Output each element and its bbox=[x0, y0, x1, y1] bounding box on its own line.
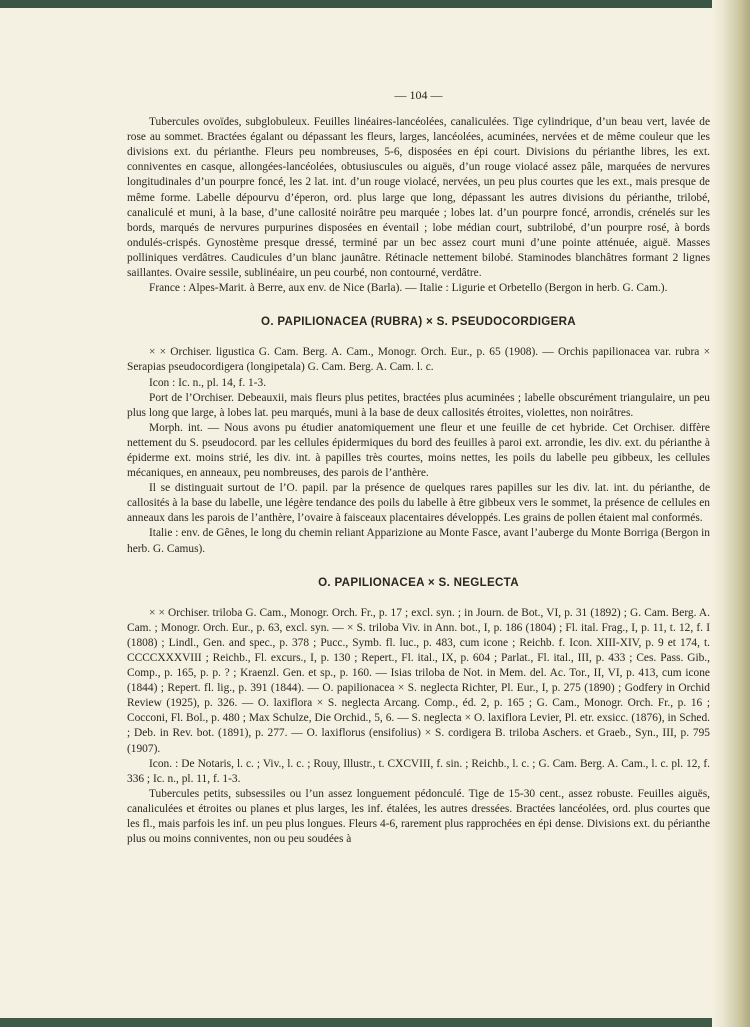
synonymy-paragraph: × × Orchiser. ligustica G. Cam. Berg. A. Cam., Monogr. Orch. Eur., p. 65 (1908). — Orchis papilionacea var. rubra × Serapias pseudocordigera (longipetala) G. Cam. Berg. A. Cam. l. c. bbox=[127, 346, 710, 374]
book-page bbox=[0, 8, 728, 1018]
distribution-paragraph: France : Alpes-Marit. à Berre, aux env. de Nice (Barla). — Italie : Ligurie et Orbetello (Bergon in herb. G. Cam.). bbox=[149, 282, 668, 295]
section-heading-rubra-pseudocordigera: O. PAPILIONACEA (RUBRA) × S. PSEUDOCORDIGERA bbox=[261, 315, 576, 329]
synonymy-paragraph: × × Orchiser. triloba G. Cam., Monogr. Orch. Fr., p. 17 ; excl. syn. ; in Journ. de Bot., VI, p. 31 (1892) ; G. Cam. Berg. A. Cam. ; Monogr. Orch. Eur., p. 63, excl. syn. — × S. triloba Viv. in Ann. bot., I, p. 186 (1804) ; Fl. ital. Frag., I, p. 11, t. 12, f. I (1808) ; Lindl., Gen. and spec., p. 378 ; Pucc., Symb. fl. luc., p. 483, cum icone ; Reichb. f. Icon. XIII-XIV, p. 9 et 174, t. CCCCXXXVIII ; Reichb., Fl. excurs., I, p. 130 ; Repert., Fl. ital., IX, p. 604 ; Parlat., Fl. ital., III, p. 433 ; Ces. Pass. Gib., Comp., p. 165, p. p. ? ; Kraenzl. Gen. et sp., p. 160. — Isias triloba de Not. in Mem. del. Ac. Tor., II, VI, p. 413, cum icone (1844) ; Repert. fl. lig., p. 391 (1844). — O. papilionacea × S. neglecta Richter, Pl. Eur., I, p. 275 (1890) ; Godfery in Orchid Review (1925), p. 326. — O. laxiflora × S. neglecta Arcang. Comp., éd. 2, p. 165 ; G. Cam., Monogr. Orch. Fr., p. 16 ; Cocconi, Fl. Bol., p. 480 ; Max Schulze, Die Orchid., 5, 6. — S. neglecta × O. laxiflora Levier, Pl. etr. exsicc. (1876), in Sched. ; Deb. in Rev. bot. (1891), p. 277. — O. laxiflorus (ensifolius) × S. cordigera B. triloba Aschers. et Graeb., Syn., III, p. 795 (1907). bbox=[127, 606, 710, 755]
icon-reference: Icon. : De Notaris, l. c. ; Viv., l. c. ; Rouy, Illustr., t. CXCVIII, f. sin. ; Reichb., l. c. ; G. Cam. Berg. A. Cam., l. c. pl. 12, f. 336 ; Ic. n., pl. 11, f. 1-3. bbox=[127, 757, 710, 785]
icon-reference: Icon : Ic. n., pl. 14, f. 1-3. bbox=[149, 376, 267, 389]
description-paragraph: Port de l’Orchiser. Debeauxii, mais fleurs plus petites, bractées plus acuminées ; labelle obscurément triangulaire, un peu plus long que large, à lobes lat. peu marqués, muni à la base de deux callosités étroites, violettes, non noirâtres. bbox=[127, 391, 710, 419]
page-number: — 104 — bbox=[394, 88, 443, 102]
section-heading-neglecta: O. PAPILIONACEA × S. NEGLECTA bbox=[318, 575, 519, 589]
distribution-paragraph: Italie : env. de Gênes, le long du chemin reliant Apparizione au Monte Fasce, avant l’auberge du Monte Borriga (Bergon in herb. G. Camus). bbox=[127, 527, 710, 555]
distinction-paragraph: Il se distinguait surtout de l’O. papil. par la présence de quelques rares papilles sur les div. lat. int. du périanthe, de callosités à la base du labelle, une légère tendance des poils du labelle à être gibbeux vers le sommet, la présence de cellules en anneaux dans les parois de l’anthère, l’ovaire à faisceaux placentaires développés. Les grains de pollen étaient mal conformés. bbox=[127, 482, 710, 525]
page-content bbox=[127, 88, 710, 847]
description-paragraph: Tubercules petits, subsessiles ou l’un assez longuement pédonculé. Tige de 15-30 cent., assez robuste. Feuilles aiguës, canaliculées et étroites ou planes et plus larges, les inf. étalées, les autres dressées. Bractées lancéolées, ord. plus courtes que les fl., mais parfois les inf. un peu plus longues. Fleurs 4-6, rarement plus rapprochées en épi dense. Divisions ext. du périanthe plus ou moins conniventes, non ou peu soudées à bbox=[127, 787, 710, 846]
morphology-paragraph: Morph. int. — Nous avons pu étudier anatomiquement une fleur et une feuille de cet hybride. Cet Orchiser. diffère nettement du S. pseudocord. par les cellules épidermiques du bord des feuilles à paroi ext. arrondie, les div. ext. du périanthe à épiderme ext. moins strié, les div. int. à papilles très courtes, moins nettes, les poils du labelle peu gibbeux, les cellules mécaniques, en anneaux, peu nombreuses, des parois de l’anthère. bbox=[127, 421, 710, 480]
book-spine-shadow bbox=[712, 0, 750, 1027]
description-paragraph: Tubercules ovoïdes, subglobuleux. Feuilles linéaires-lancéolées, canaliculées. Tige cylindrique, d’un beau vert, lavée de rose au sommet. Bractées égalant ou dépassant les fleurs, larges, lancéolées, acuminées, nervées et de même couleur que les divisions ext. du périanthe. Fleurs peu nombreuses, 5-6, disposées en épi court. Divisions du périanthe libres, les ext. conniventes en casque, allongées-lancéolées, obtusiuscules ou aiguës, d’un rouge violacé assez pâle, marquées de nervures longitudinales d’un pourpre foncé, les 2 lat. int. d’un rouge violacé, nervées, un peu plus courtes que les ext., mais presque de même forme. Labelle dépourvu d’éperon, ord. plus large que long, dépassant les autres divisions du périanthe, trilobé, canaliculé et muni, à la base, d’une callosité noirâtre peu marquée ; lobes lat. d’un pourpre foncé, arrondis, crénelés sur les bords, marqués de nervures purpurines disposées en éventail ; lobe médian court, subtrilobé, d’un pourpre rosé, à bords ondulés-crispés. Gynostème presque dressé, terminé par un bec assez court muni d’une pointe atténuée, aiguë. Masses polliniques verdâtres. Caudicules d’un blanc jaunâtre. Rétinacle nettement bilobé. Staminodes blanchâtres formant 2 lignes saillantes. Ovaire sessile, sublinéaire, un peu courbé, non contourné, verdâtre. bbox=[127, 116, 710, 280]
